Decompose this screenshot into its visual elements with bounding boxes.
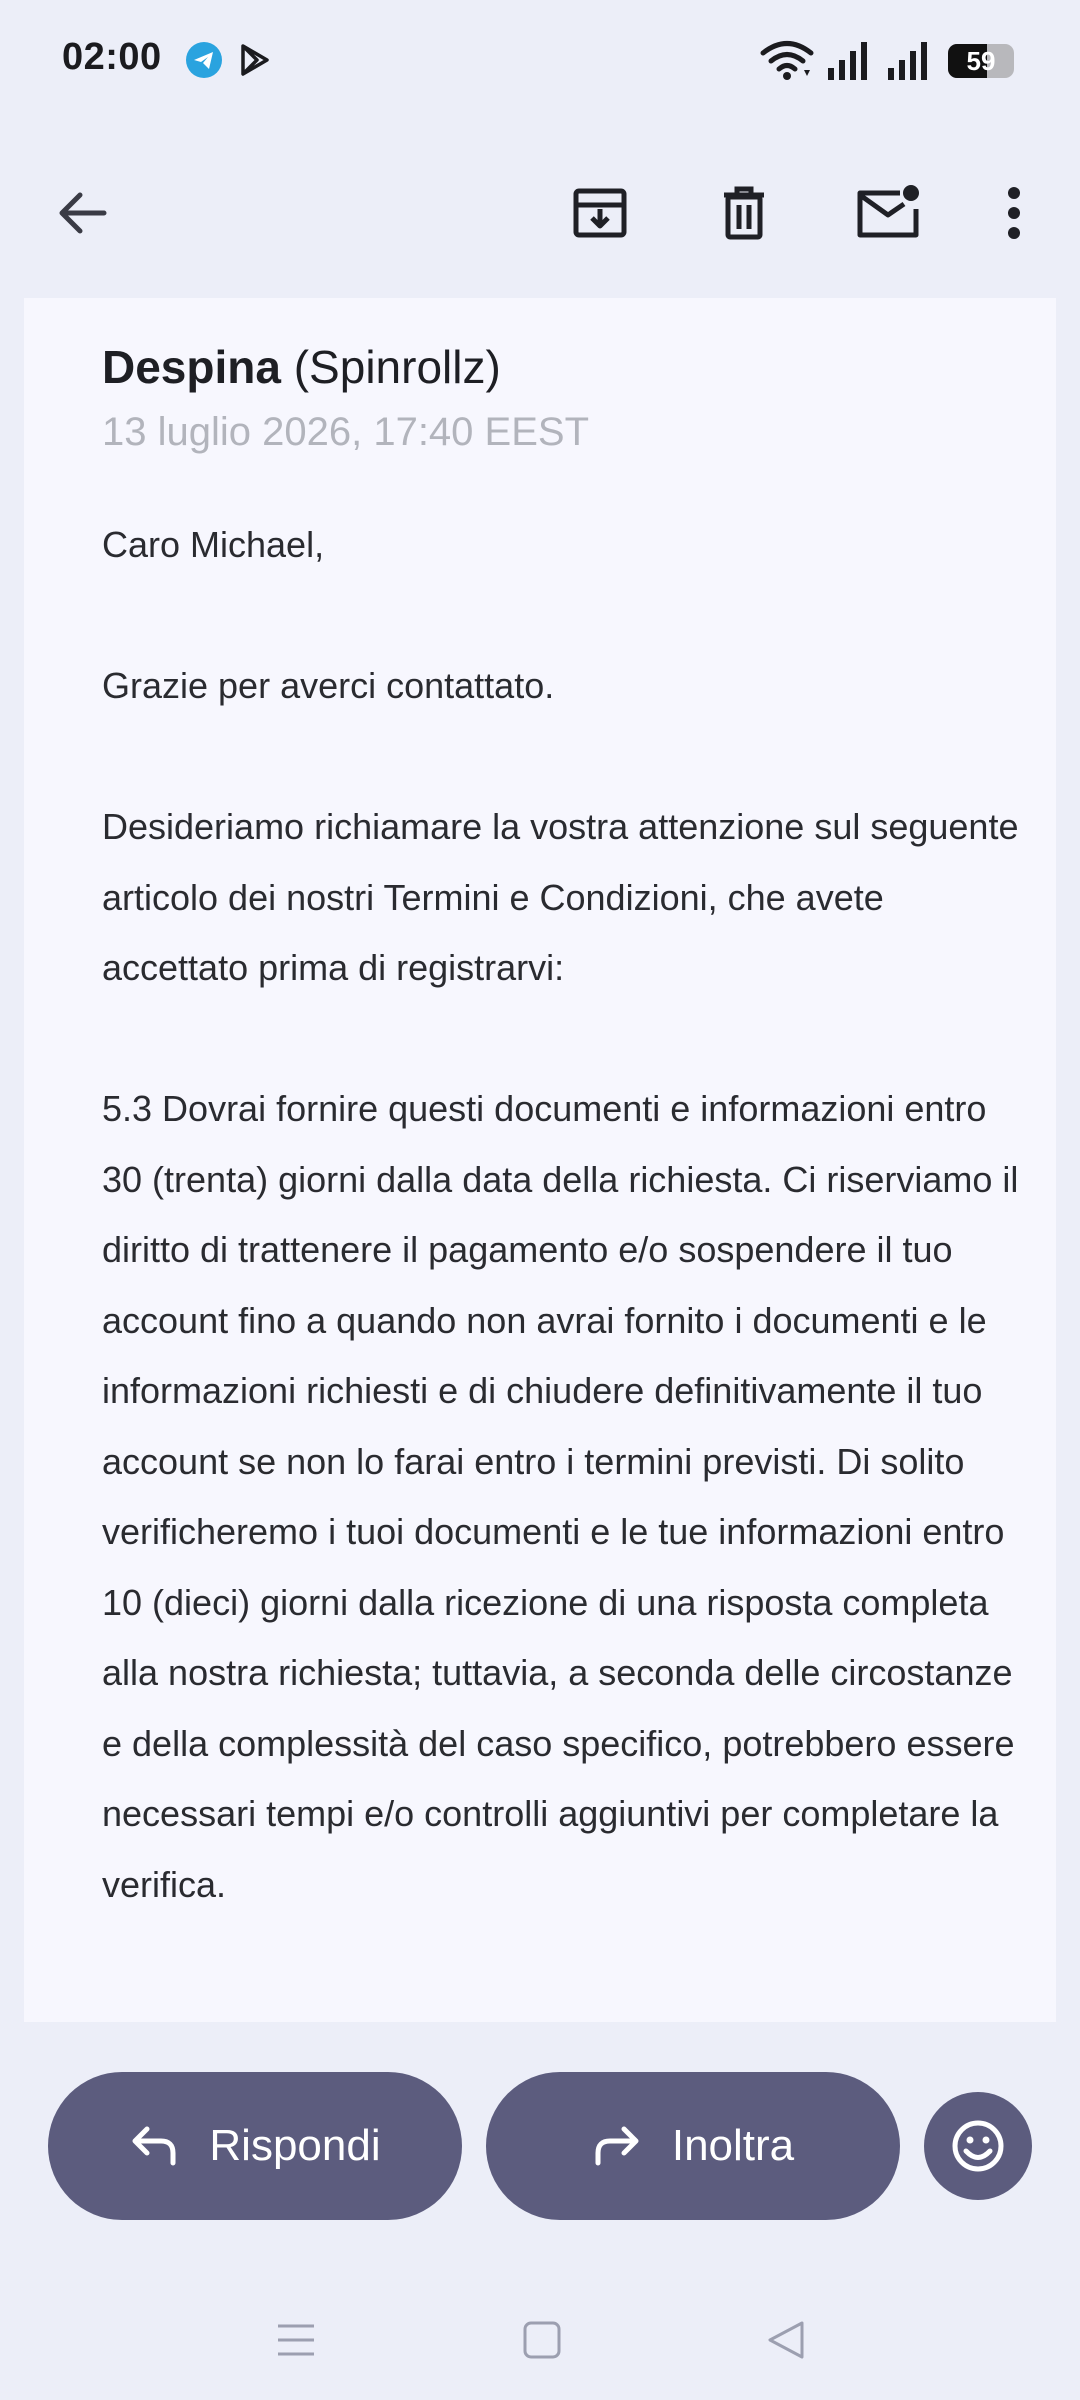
archive-button[interactable] (560, 173, 640, 253)
nav-back-button[interactable] (756, 2310, 816, 2370)
email-body (102, 510, 1022, 1920)
signal-icon (886, 40, 932, 87)
back-arrow-icon (54, 185, 110, 241)
battery-icon (948, 44, 1014, 78)
emoji-reaction-button[interactable] (924, 2092, 1032, 2200)
sender-name: Despina (102, 341, 281, 393)
email-date: 13 luglio 2026, 17:40 EEST (102, 410, 590, 454)
forward-label: Inoltra (671, 2121, 795, 2170)
email-greeting: Caro Michael, (102, 524, 325, 565)
battery-level: 59 (966, 46, 996, 76)
signal-icon (826, 40, 872, 87)
play-store-icon (236, 42, 272, 78)
reply-button[interactable] (48, 2072, 462, 2220)
forward-icon (592, 2123, 642, 2169)
menu-icon (276, 2320, 316, 2360)
nav-home-button[interactable] (512, 2310, 572, 2370)
forward-button[interactable] (486, 2072, 900, 2220)
reply-label: Rispondi (209, 2121, 381, 2170)
home-square-icon (522, 2320, 562, 2360)
more-options-button[interactable] (974, 173, 1054, 253)
more-vert-icon (1004, 185, 1024, 241)
email-paragraph-2: Desideriamo richiamare la vostra attenzione sul seguente articolo dei nostri Termini e Condizioni, che avete accettato prima di registrarvi: (102, 806, 1019, 988)
status-time: 02:00 (62, 36, 162, 78)
reply-icon (129, 2123, 179, 2169)
wifi-icon (760, 40, 814, 87)
telegram-icon (186, 42, 222, 78)
nav-recents-button[interactable] (266, 2310, 326, 2370)
emoji-icon (950, 2118, 1006, 2174)
email-paragraph-3: 5.3 Dovrai fornire questi documenti e informazioni entro 30 (trenta) giorni dalla data della richiesta. Ci riserviamo il diritto di trattenere il pagamento e/o sospendere il tuo account fino a quando non avrai fornito i documenti e le informazioni richiesti e di chiudere definitivamente il tuo account se non lo farai entro i termini previsti. Di solito verificheremo i tuoi documenti e le tue informazioni entro 10 (dieci) giorni dalla ricezione di una risposta completa alla nostra richiesta; tuttavia, a seconda delle circostanze e della complessità del caso specifico, potrebbero essere necessari tempi e/o controlli aggiuntivi per completare la verifica. (102, 1088, 1019, 1905)
mark-unread-button[interactable] (848, 173, 928, 253)
mark-unread-icon (854, 183, 922, 243)
email-card (24, 298, 1056, 2022)
status-bar (0, 0, 1080, 125)
top-app-bar (0, 125, 1080, 297)
archive-icon (570, 183, 630, 243)
delete-button[interactable] (704, 173, 784, 253)
trash-icon (714, 183, 774, 243)
email-paragraph-1: Grazie per averci contattato. (102, 665, 555, 706)
sender[interactable] (102, 340, 501, 394)
back-triangle-icon (766, 2320, 806, 2360)
system-nav-bar (0, 2270, 1080, 2400)
back-button[interactable] (42, 173, 122, 253)
sender-org: (Spinrollz) (293, 341, 501, 393)
